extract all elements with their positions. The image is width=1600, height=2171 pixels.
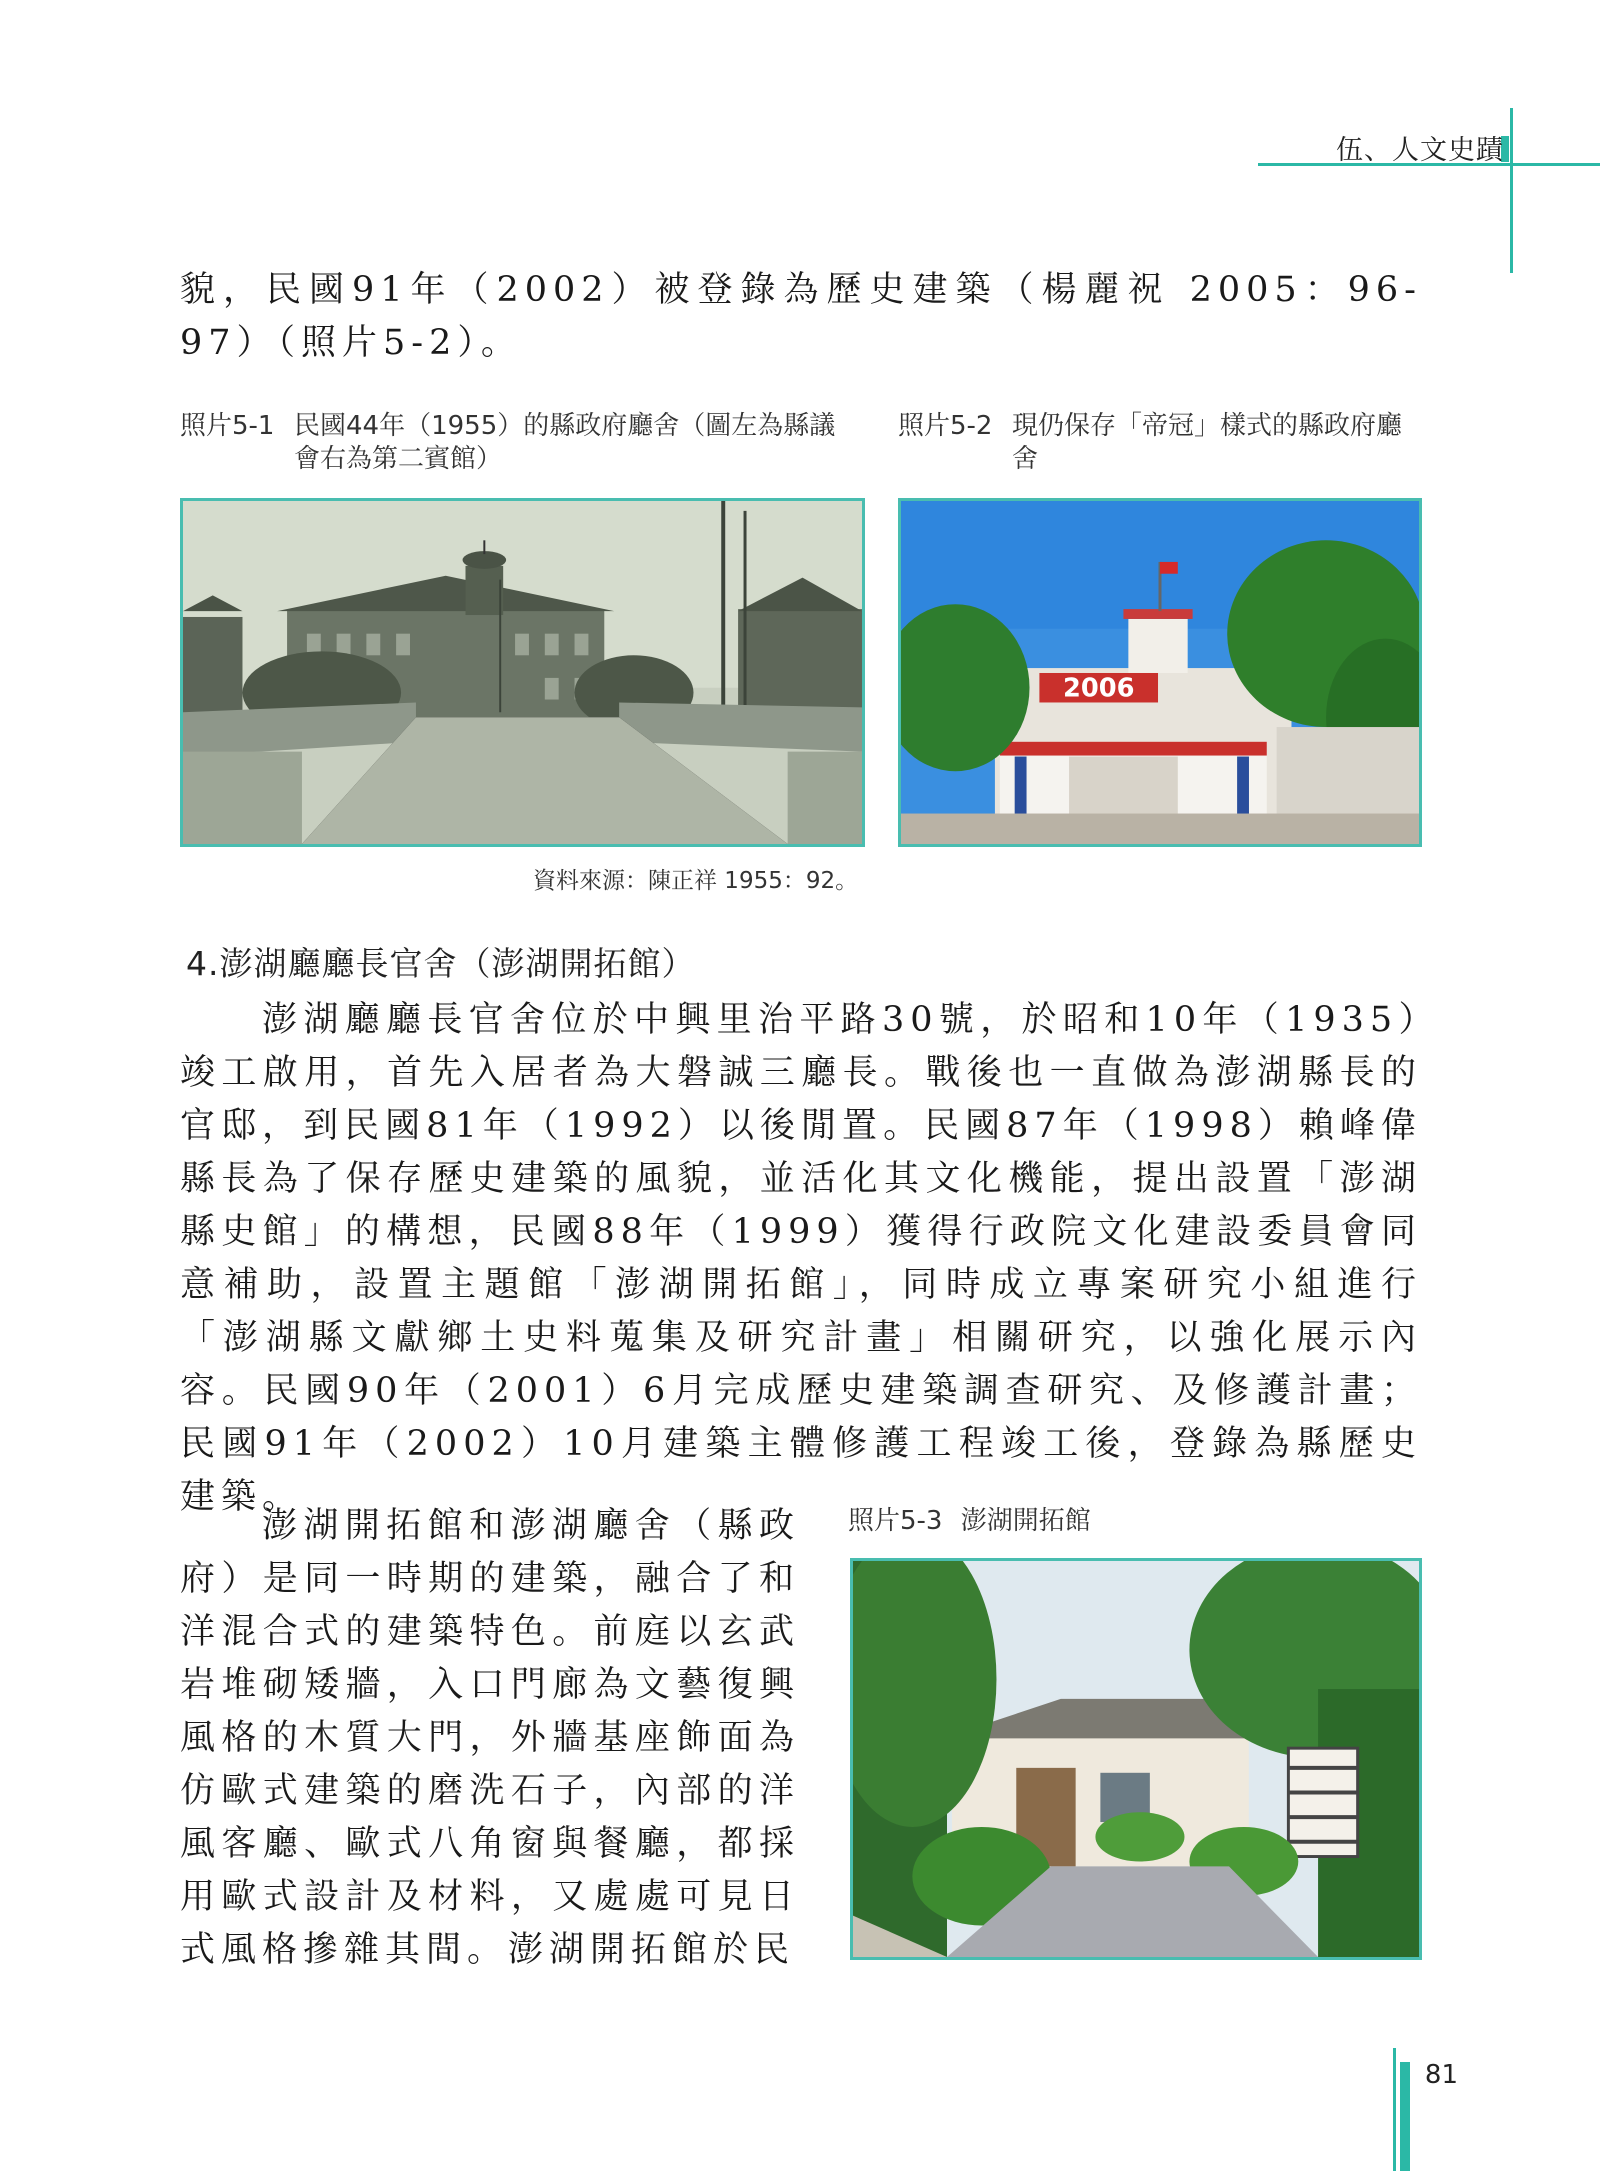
page-number-rule-vertical bbox=[1393, 2048, 1396, 2171]
header-rule-vertical bbox=[1510, 108, 1513, 273]
photo-5-1-source: 資料來源：陳正祥 1955：92。 bbox=[533, 868, 859, 894]
photo-5-1-caption bbox=[180, 410, 870, 476]
paragraph-1-text: 澎湖廳廳長官舍位於中興里治平路30號，於昭和10年（1935）竣工啟用，首先入居者為大磐誠三廳長。戰後也一直做為澎湖縣長的官邸，到民國81年（1992）以後閒置。民國87年（1998）賴峰偉縣長為了保存歷史建築的風貌，並活化其文化機能，提出設置「澎湖縣史館」的構想，民國88年（1999）獲得行政院文化建設委員會同意補助，設置主題館「澎湖開拓館」，同時成立專案研究小組進行「澎湖縣文獻鄉土史料蒐集及研究計畫」相關研究，以強化展示內容。民國90年（2001）6月完成歷史建築調查研究、及修護計畫；民國91年（2002）10月建築主體修護工程竣工後，登錄為縣歷史建築。 bbox=[180, 1000, 1422, 1517]
intro-paragraph bbox=[180, 264, 1422, 370]
photo-5-2-county-hall bbox=[898, 498, 1422, 847]
photo-5-3-pioneer-museum bbox=[850, 1558, 1422, 1960]
photo-5-3-caption-text: 澎湖開拓館 bbox=[960, 1506, 1091, 1536]
photo-5-1-number: 照片5-1 bbox=[180, 411, 275, 441]
page-number-tab bbox=[1400, 2062, 1410, 2171]
photo-5-2-caption-text: 現仍保存「帝冠」樣式的縣政府廳舍 bbox=[1012, 411, 1403, 474]
section-heading: 4.澎湖廳廳長官舍（澎湖開拓館） bbox=[186, 944, 696, 983]
chapter-title: 伍、人文史蹟 bbox=[1336, 135, 1504, 166]
paragraph-2-text: 澎湖開拓館和澎湖廳舍（縣政府）是同一時期的建築，融合了和洋混合式的建築特色。前庭以玄武岩堆砌矮牆，入口門廊為文藝復興風格的木質大門，外牆基座飾面為仿歐式建築的磨洗石子，內部的洋風客廳、歐式八角窗與餐廳，都採用歐式設計及材料，又處處可見日式風格摻雜其間。澎湖開拓館於民 bbox=[180, 1506, 800, 1970]
photo-5-2-number: 照片5-2 bbox=[898, 411, 993, 441]
paragraph-2 bbox=[180, 1500, 800, 1977]
page-number: 81 bbox=[1424, 2060, 1458, 2090]
photo-5-2-banner-text: 2006 bbox=[1062, 673, 1135, 704]
photo-5-3-number: 照片5-3 bbox=[848, 1506, 943, 1536]
photo-5-2-caption bbox=[898, 410, 1428, 476]
photo-5-1-caption-text: 民國44年（1955）的縣政府廳舍（圖左為縣議會右為第二賓館） bbox=[294, 411, 836, 474]
paragraph-1 bbox=[180, 994, 1422, 1524]
photo-5-3-caption bbox=[848, 1505, 1091, 1538]
photo-5-1-historic-county-hall bbox=[180, 498, 865, 847]
intro-text: 貌，民國91年（2002）被登錄為歷史建築（楊麗祝 2005：96-97）（照片5-2）。 bbox=[180, 270, 1422, 363]
